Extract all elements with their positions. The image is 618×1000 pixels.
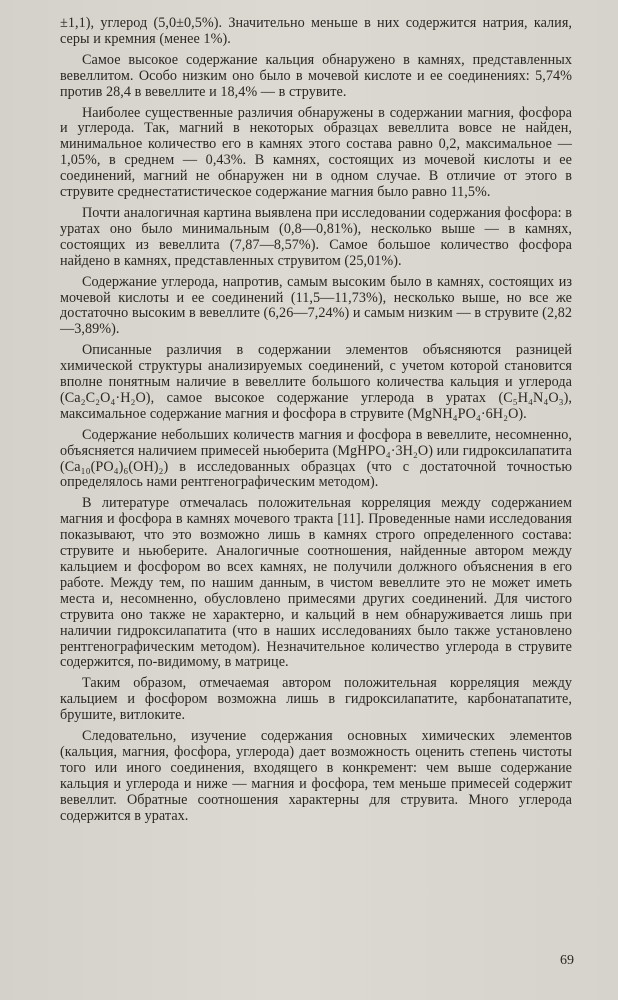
paragraph-9: Таким образом, отмечаемая автором положительная корреляция между кальцием и фосфором возможна лишь в гидроксилапатите, карбонатапатите, брушите, витлоките. xyxy=(60,675,572,724)
paragraph-8: В литературе отмечалась положительная корреляция между содержанием магния и фосфора в камнях мочевого тракта [11]. Проведенные нами исследования показывают, что это возможно лишь в камнях строго определенного состава: струвите и ньюберите. Аналогичные соотношения, найденные автором между кальцием и фосфором во всех камнях, не получили должного объяснения в его работе. Между тем, по нашим данным, в чистом вевеллите это не может иметь места и, несомненно, обусловлено примесями других соединений. Для чистого струвита оно также не характерно, и кальций в нем обнаруживается лишь при наличии гидроксилапатита (что в наших исследованиях было также установлено рентгенографическим методом). Незначительное количество углерода в струвите содержится, по-видимому, в матрице. xyxy=(60,495,572,671)
page-number: 69 xyxy=(560,953,574,968)
paragraph-5: Содержание углерода, напротив, самым высоким было в камнях, состоящих из мочевой кислоты и ее соединений (11,5—11,73%), несколько выше, но все же достаточно высоким в вевеллите (6,26—7,24%) и самым низким — в струвите (2,82—3,89%). xyxy=(60,273,572,338)
paragraph-2: Самое высокое содержание кальция обнаружено в камнях, представленных вевеллитом. Особо низким оно было в мочевой кислоте и ее соединениях: 5,74% против 28,4 в вевеллите и 18,4% — в струвите. xyxy=(60,51,572,100)
paragraph-6: Описанные различия в содержании элементов объясняются разницей химической структуры анализируемых соединений, с учетом которой становится вполне понятным наличие в вевеллите большого количества кальция и углерода (Ca₂C₂O₄·H₂O), самое высокое содержание углерода в уратах (C₅H₄N₄O₃), максимальное содержание магния и фосфора в струвите (MgNH₄PO₄·6H₂O). xyxy=(60,342,572,422)
paragraph-10: Следовательно, изучение содержания основных химических элементов (кальция, магния, фосфора, углерода) дает возможность оценить степень чистоты того или иного соединения, входящего в конкремент: чем выше содержание кальция и углерода и ниже — магния и фосфора, тем меньше примесей содержит вевеллит. Обратные соотношения характерны для струвита. Много углерода содержится в уратах. xyxy=(60,728,572,824)
paragraph-4: Почти аналогичная картина выявлена при исследовании содержания фосфора: в уратах оно было минимальным (0,8—0,81%), несколько выше — в камнях, состоящих из вевеллита (7,87—8,57%). Самое большое количество фосфора найдено в камнях, представленных струвитом (25,01%). xyxy=(60,204,572,269)
paragraph-3: Наиболее существенные различия обнаружены в содержании магния, фосфора и углерода. Так, магний в некоторых образцах вевеллита вовсе не найден, минимальное количество его в камнях этого состава равно 0,2, максимальное — 1,05%, в среднем — 0,43%. В камнях, состоящих из мочевой кислоты и ее соединений, магний не обнаружен ни в одном случае. В отличие от этого в струвите среднестатистическое содержание магния было равно 11,5%. xyxy=(60,104,572,201)
paragraph-1: ±1,1), углерод (5,0±0,5%). Значительно меньше в них содержится натрия, калия, серы и кремния (менее 1%). xyxy=(60,15,572,47)
body-text xyxy=(60,16,572,825)
paragraph-7: Содержание небольших количеств магния и фосфора в вевеллите, несомненно, объясняется наличием примесей ньюберита (MgHPO₄·3H₂O) или гидроксилапатита (Ca₁₀(PO₄)₆(OH)₂) в исследованных образцах (что с достаточной точностью определялось нами рентгенографическим методом). xyxy=(60,426,572,491)
